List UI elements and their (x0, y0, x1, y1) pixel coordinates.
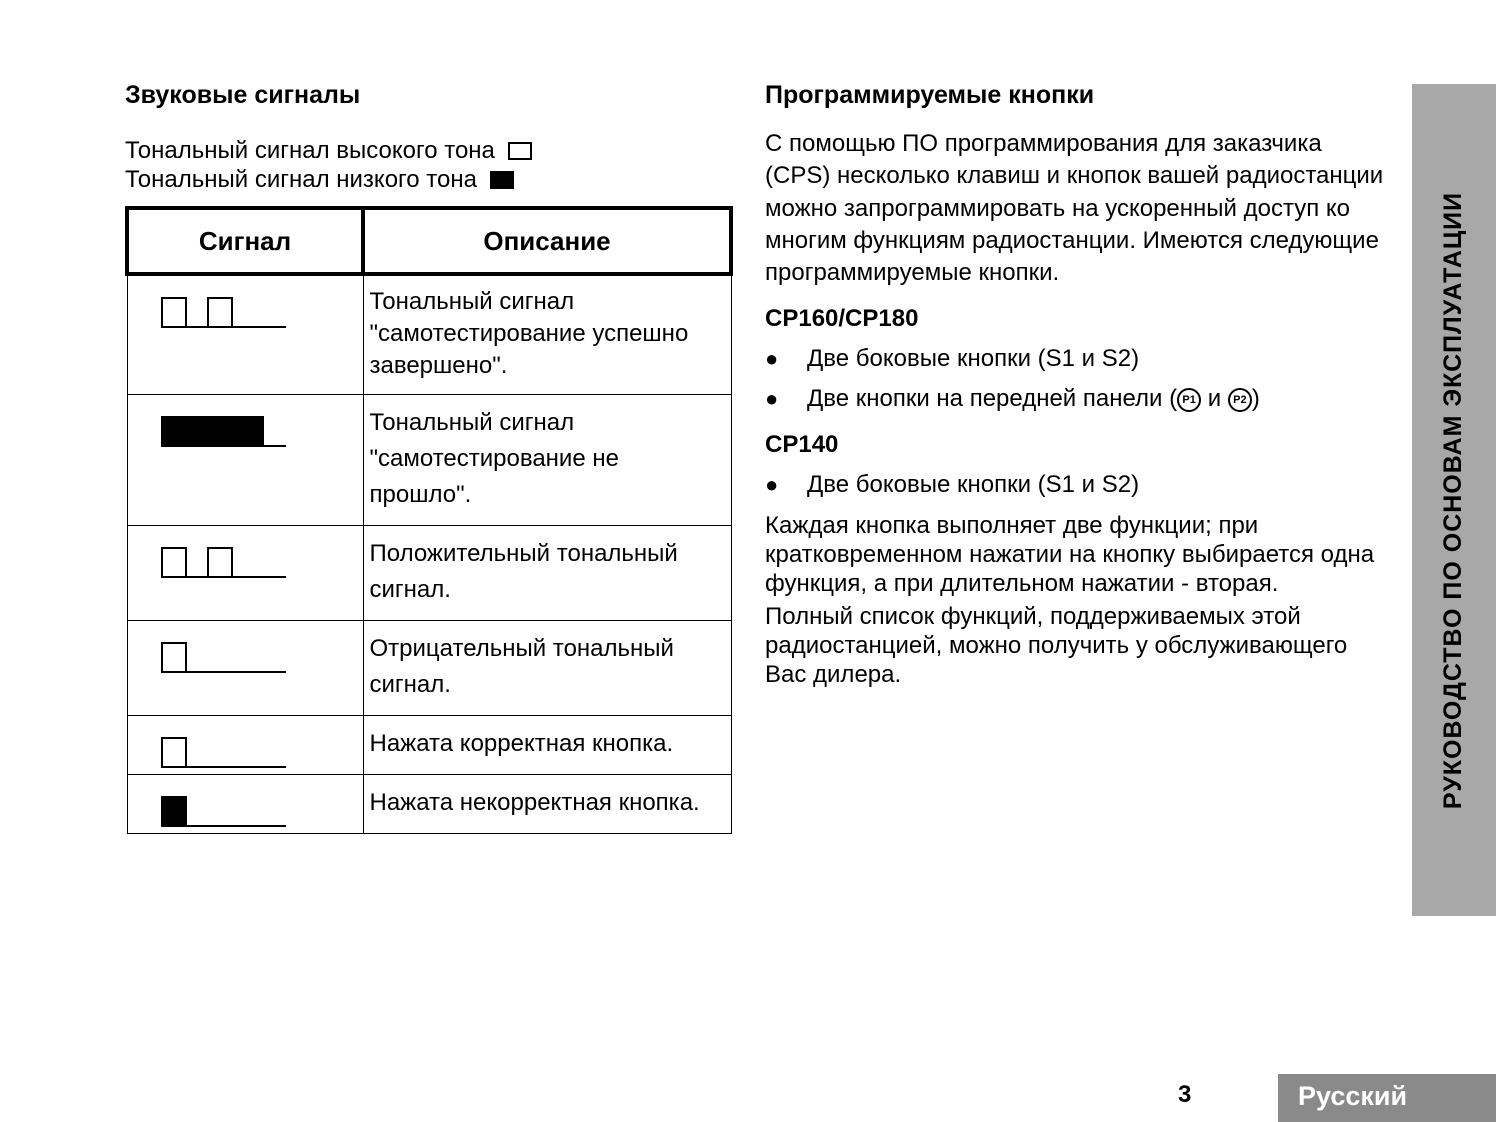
legend-high-label: Тональный сигнал высокого тона (125, 137, 495, 164)
tone-cell (127, 775, 363, 834)
left-column (125, 78, 737, 834)
bullet-text: Две кнопки на передней панели ( P1 и P2 ) (807, 385, 1260, 413)
tone-cell (127, 526, 363, 621)
high-tone-icon (161, 737, 187, 768)
low-tone-icon (161, 796, 187, 827)
dealer-paragraph: Полный список функций, поддерживаемых этой радиостанцией, можно получить у обслуживающего Вас дилера. (765, 603, 1348, 689)
tone-cell (127, 716, 363, 775)
section-title-sounds: Звуковые сигналы (125, 81, 361, 109)
right-column (765, 78, 1385, 689)
high-tone-icon (161, 297, 187, 328)
side-tab-label: РУКОВОДСТВО ПО ОСНОВАМ ЭКСПЛУАТАЦИИ (1439, 191, 1468, 809)
intro-paragraph: С помощью ПО программирования для заказчика (CPS) несколько клавиш и кнопок вашей радиостанции можно запрограммировать на ускоренный доступ ко многим функциям радиостанции. Имеются следующие программируемые кнопки. (765, 130, 1384, 287)
section-title-buttons: Программируемые кнопки (765, 81, 1095, 109)
high-tone-icon (161, 642, 187, 673)
tone-legend (125, 136, 737, 194)
header-description: Описание (363, 208, 731, 274)
tone-sequence (161, 796, 207, 827)
tone-cell (127, 395, 363, 526)
legend-high-tone (125, 136, 737, 165)
bullet-icon: ● (765, 472, 779, 498)
description-cell: Отрицательный тональный сигнал. (363, 621, 731, 716)
description-cell: Положительный тональный сигнал. (363, 526, 731, 621)
high-tone-icon (508, 142, 532, 160)
tone-sequence (161, 547, 253, 578)
model-heading-cp140: CP140 (765, 431, 839, 459)
signals-table (125, 206, 733, 834)
table-row (127, 395, 731, 526)
table-header-row (127, 208, 731, 274)
high-tone-icon (207, 547, 233, 578)
low-tone-icon (161, 416, 264, 447)
list-item (765, 469, 1385, 501)
high-tone-icon (207, 297, 233, 328)
description-cell: Тональный сигнал "самотестирование не прошло". (363, 395, 731, 526)
low-tone-icon (490, 171, 514, 189)
list-item (765, 343, 1385, 375)
model-heading-cp160: CP160/CP180 (765, 305, 919, 333)
description-cell: Нажата корректная кнопка. (363, 716, 731, 775)
bullet-icon: ● (765, 346, 779, 372)
legend-low-tone (125, 165, 737, 194)
table-row (127, 716, 731, 775)
tone-cell (127, 621, 363, 716)
tone-sequence (161, 642, 207, 673)
table-row (127, 274, 731, 395)
tone-sequence (161, 416, 284, 447)
language-tab: Русский (1278, 1074, 1496, 1122)
functions-paragraph: Каждая кнопка выполняет две функции; при кратковременном нажатии на кнопку выбирается одна функция, а при длительном нажатии - вторая. (765, 512, 1375, 598)
table-row (127, 775, 731, 834)
tone-sequence (161, 737, 207, 768)
header-signal: Сигнал (127, 208, 363, 274)
description-cell: Нажата некорректная кнопка. (363, 775, 731, 834)
tone-cell (127, 274, 363, 395)
tone-sequence (161, 297, 253, 328)
table-row (127, 621, 731, 716)
bullet-text: Две боковые кнопки (S1 и S2) (807, 471, 1140, 499)
page-number: 3 (1178, 1081, 1192, 1108)
section-side-tab (1412, 84, 1496, 916)
p1-button-icon: P1 (1177, 388, 1201, 412)
bullet-icon: ● (765, 386, 779, 412)
p2-button-icon: P2 (1228, 388, 1252, 412)
legend-low-label: Тональный сигнал низкого тона (125, 166, 477, 193)
bullet-text: Две боковые кнопки (S1 и S2) (807, 345, 1140, 373)
high-tone-icon (161, 547, 187, 578)
table-row (127, 526, 731, 621)
description-cell: Тональный сигнал "самотестирование успешно завершено". (363, 274, 731, 395)
list-item (765, 383, 1385, 415)
